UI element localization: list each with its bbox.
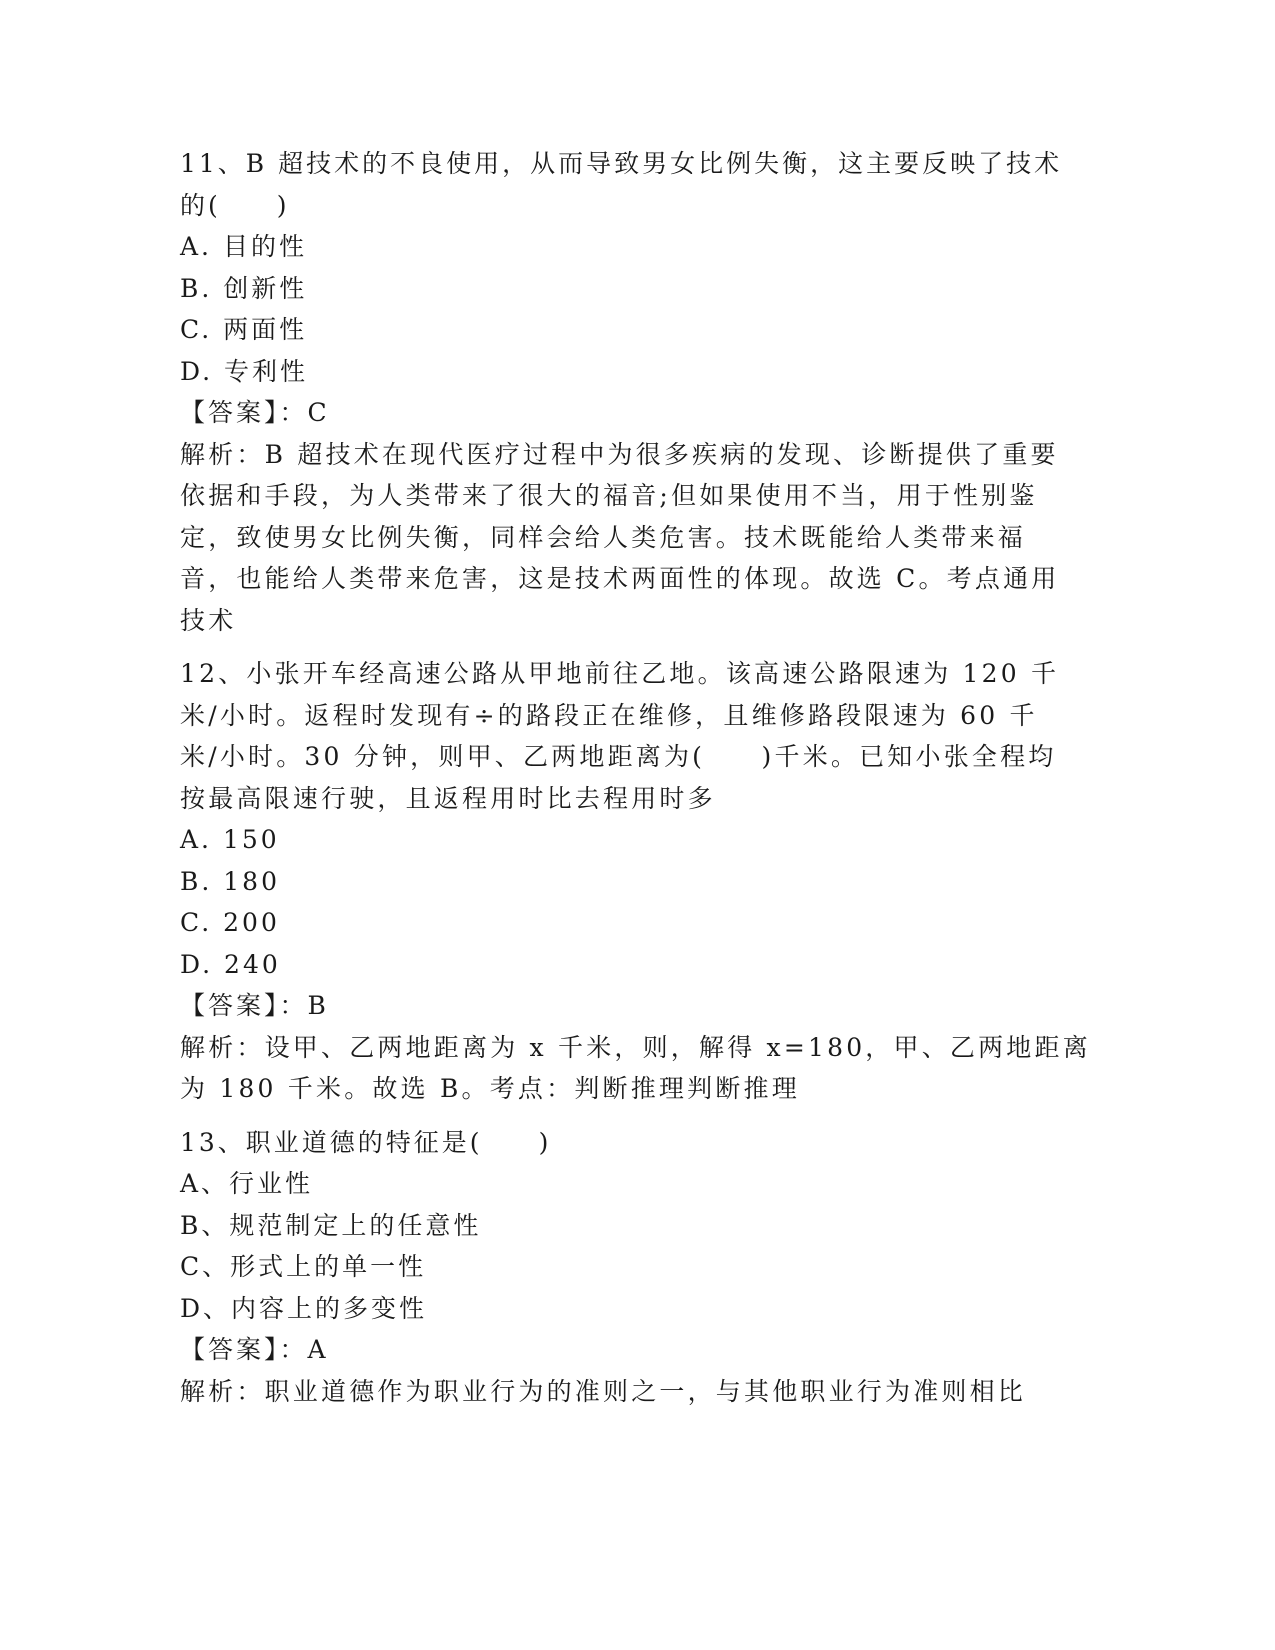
analysis-line: 解析：B 超技术在现代医疗过程中为很多疾病的发现、诊断提供了重要 xyxy=(180,439,1059,469)
answer-line: 【答案】：A xyxy=(180,1335,329,1364)
analysis-line: 技术 xyxy=(180,605,237,635)
option-a: A. 目的性 xyxy=(180,232,307,261)
question-spacer xyxy=(180,641,1060,653)
analysis-line: 为 180 千米。故选 B。考点：判断推理判断推理 xyxy=(180,1074,800,1103)
answer-line: 【答案】：B xyxy=(180,991,329,1020)
question-spacer xyxy=(180,1110,1060,1122)
question-11 xyxy=(180,143,1063,641)
analysis-line: 音，也能给人类带来危害，这是技术两面性的体现。故选 C。考点通用 xyxy=(180,564,1060,593)
option-c: C. 两面性 xyxy=(180,315,308,344)
option-a: A. 150 xyxy=(180,825,280,854)
analysis-line: 定，致使男女比例失衡，同样会给人类危害。技术既能给人类带来福 xyxy=(180,522,1027,552)
document-page xyxy=(180,143,1091,1412)
option-b: B. 180 xyxy=(180,866,280,896)
question-stem-line: 11、B 超技术的不良使用，从而导致男女比例失衡，这主要反映了技术 xyxy=(180,149,1063,178)
question-stem-line: 按最高限速行驶，且返程用时比去程用时多 xyxy=(180,783,716,813)
option-b: B. 创新性 xyxy=(180,273,308,303)
option-d: D. 专利性 xyxy=(180,356,309,386)
option-c: C、形式上的单一性 xyxy=(180,1252,427,1281)
question-stem-line: 米/小时。30 分钟，则甲、乙两地距离为( )千米。已知小张全程均 xyxy=(180,742,1057,771)
question-13 xyxy=(180,1122,1060,1413)
analysis-line: 解析：设甲、乙两地距离为 x 千米，则，解得 x=180，甲、乙两地距离 xyxy=(180,1032,1091,1062)
option-d: D、内容上的多变性 xyxy=(180,1293,428,1323)
question-stem-line: 12、小张开车经高速公路从甲地前往乙地。该高速公路限速为 120 千 xyxy=(180,659,1060,688)
analysis-line: 依据和手段，为人类带来了很大的福音;但如果使用不当，用于性别鉴 xyxy=(180,481,1038,510)
question-stem-line: 13、职业道德的特征是( ) xyxy=(180,1127,552,1157)
question-stem-line: 的( ) xyxy=(180,190,290,220)
question-stem-line: 米/小时。返程时发现有÷的路段正在维修，且维修路段限速为 60 千 xyxy=(180,700,1038,730)
option-a: A、行业性 xyxy=(180,1169,314,1198)
answer-line: 【答案】：C xyxy=(180,398,330,427)
question-12 xyxy=(180,653,1091,1110)
option-c: C. 200 xyxy=(180,908,280,937)
option-b: B、规范制定上的任意性 xyxy=(180,1210,482,1240)
option-d: D. 240 xyxy=(180,949,281,979)
analysis-line: 解析：职业道德作为职业行为的准则之一，与其他职业行为准则相比 xyxy=(180,1376,1027,1406)
